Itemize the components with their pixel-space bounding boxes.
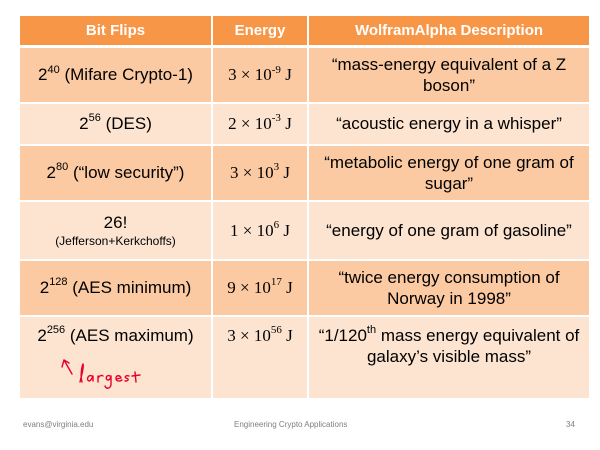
footer-email: evans@virginia.edu — [23, 420, 94, 429]
bits-cell: $2^{80}$ (“low security”) — [20, 145, 212, 201]
table-row — [20, 103, 589, 145]
table-row — [20, 145, 589, 201]
energy-cell: $1 \times 10^6$ J — [212, 201, 308, 260]
table-row — [20, 201, 589, 260]
bits-note: (Jefferson+Kerkchoffs) — [55, 233, 176, 248]
description-cell: “mass-energy equivalent of a Z boson” — [308, 47, 589, 103]
energy-cell: $9 \times 10^{17}$ J — [212, 260, 308, 316]
bits-cell: $2^{56}$ (DES) — [20, 103, 212, 145]
header-energy: Energy — [212, 16, 308, 47]
energy-cell: $3 \times 10^3$ J — [212, 145, 308, 201]
description-cell: “energy of one gram of gasoline” — [308, 201, 589, 260]
description-cell: “twice energy consumption of Norway in 1998” — [308, 260, 589, 316]
header-bit-flips: Bit Flips — [20, 16, 212, 47]
arrow-icon — [62, 360, 72, 374]
description-cell: “metabolic energy of one gram of sugar” — [308, 145, 589, 201]
bits-cell: $2^{256}$ (AES maximum) — [20, 316, 212, 399]
description-cell: “acoustic energy in a whisper” — [308, 103, 589, 145]
energy-table — [20, 16, 589, 400]
energy-cell: $2 \times 10^{-3}$ J — [212, 103, 308, 145]
description-cell: “1/120th mass energy equivalent of galaxy’s visible mass” — [308, 316, 589, 399]
bits-cell: $2^{128}$ (AES minimum) — [20, 260, 212, 316]
table-row — [20, 260, 589, 316]
table-row — [20, 47, 589, 103]
svg-text:largest: largest — [58, 352, 62, 353]
largest-annotation — [58, 352, 168, 392]
header-row — [20, 16, 589, 47]
energy-cell: $3 \times 10^{56}$ J — [212, 316, 308, 399]
energy-cell: $3 \times 10^{-9}$ J — [212, 47, 308, 103]
bits-cell: $2^{40}$ (Mifare Crypto-1) — [20, 47, 212, 103]
footer-title: Engineering Crypto Applications — [234, 420, 348, 429]
page-number: 34 — [566, 420, 575, 429]
bits-cell: 26! (Jefferson+Kerkchoffs) — [20, 201, 212, 260]
header-description: WolframAlpha Description — [308, 16, 589, 47]
